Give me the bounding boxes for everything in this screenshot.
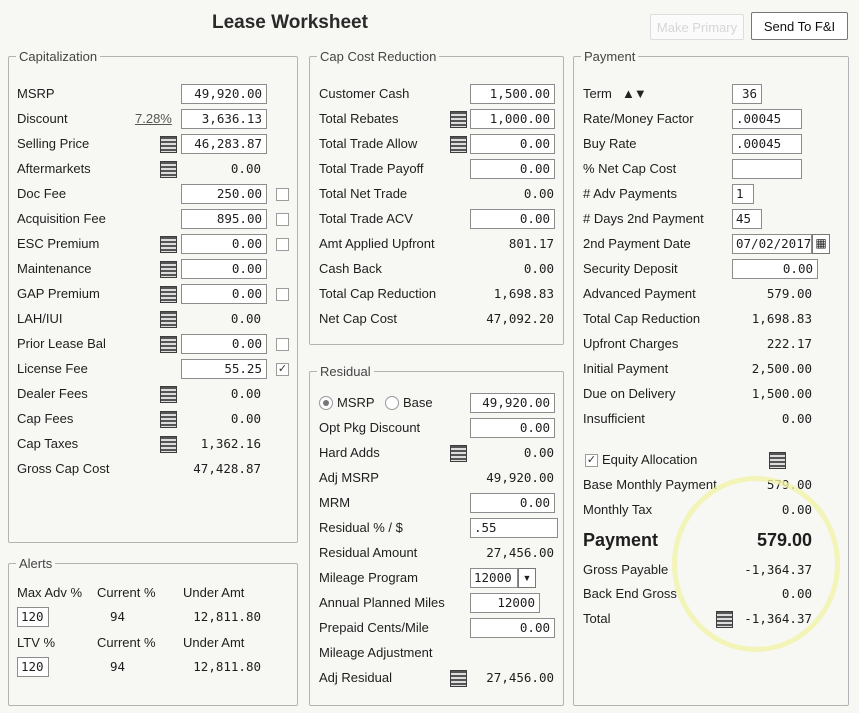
cap-taxes-label: Cap Taxes [17, 436, 79, 451]
initial-payment-value: 2,500.00 [751, 361, 812, 376]
upfront-charges-row [574, 334, 848, 356]
net-cap-cost-value: 47,092.20 [486, 311, 554, 326]
max-adv-under-value: 12,811.80 [193, 609, 261, 624]
selling-price-row [9, 134, 297, 156]
equity-allocation-label: Equity Allocation [602, 452, 698, 467]
mrm-field[interactable]: 0.00 [470, 493, 555, 513]
adj-msrp-row [310, 468, 563, 490]
mileage-program-label: Mileage Program [319, 570, 418, 585]
net-trade-value: 0.00 [523, 186, 554, 201]
prior-lease-field[interactable]: 0.00 [181, 334, 267, 354]
ltv-current-value: 94 [110, 659, 126, 674]
calculator-icon[interactable] [160, 136, 177, 153]
total-label: Total [583, 611, 611, 626]
acquisition-fee-field[interactable]: 895.00 [181, 209, 267, 229]
calculator-icon[interactable] [450, 136, 467, 153]
back-end-gross-label: Back End Gross [583, 586, 677, 601]
date-2nd-label: 2nd Payment Date [583, 236, 691, 251]
maintenance-row [9, 259, 297, 281]
aftermarkets-value: 0.00 [230, 161, 261, 176]
net-cap-percent-row [574, 159, 848, 181]
monthly-tax-label: Monthly Tax [583, 502, 653, 517]
back-end-gross-value: 0.00 [781, 586, 812, 601]
max-adv-label: Max Adv % [17, 585, 83, 600]
buy-rate-row [574, 134, 848, 156]
max-adv-current-value: 94 [110, 609, 126, 624]
ltv-field[interactable]: 120 [17, 657, 49, 677]
discount-row [9, 109, 297, 131]
total-cap-reduction-value: 1,698.83 [493, 286, 554, 301]
back-end-gross-row [574, 584, 848, 606]
base-monthly-label: Base Monthly Payment [583, 477, 717, 492]
due-on-delivery-value: 1,500.00 [751, 386, 812, 401]
term-field[interactable]: 36 [732, 84, 762, 104]
rate-row [574, 109, 848, 131]
gap-premium-field[interactable]: 0.00 [181, 284, 267, 304]
calculator-icon[interactable] [160, 436, 177, 453]
msrp-field[interactable]: 49,920.00 [181, 84, 267, 104]
total-value: -1,364.37 [744, 611, 812, 626]
doc-fee-row [9, 184, 297, 206]
prepaid-field[interactable]: 0.00 [470, 618, 555, 638]
cap-taxes-row [9, 434, 297, 456]
calculator-icon[interactable] [160, 236, 177, 253]
capitalization-group [8, 49, 298, 543]
total-rebates-field[interactable]: 1,000.00 [470, 109, 555, 129]
insufficient-row [574, 409, 848, 431]
license-fee-checkbox[interactable]: ✓ [277, 363, 288, 375]
ltv-values-row [9, 657, 297, 679]
prior-lease-label: Prior Lease Bal [17, 336, 106, 351]
gap-premium-label: GAP Premium [17, 286, 100, 301]
due-on-delivery-row [574, 384, 848, 406]
term-label: Term [583, 86, 612, 101]
monthly-tax-value: 0.00 [781, 502, 812, 517]
residual-legend: Residual [320, 364, 371, 379]
payment-total-cap-reduction-label: Total Cap Reduction [583, 311, 701, 326]
prior-lease-row [9, 334, 297, 356]
calculator-icon[interactable] [160, 386, 177, 403]
mileage-adjustment-row [310, 643, 563, 665]
adj-residual-row [310, 668, 563, 690]
mileage-adjustment-label: Mileage Adjustment [319, 645, 433, 660]
calculator-icon[interactable] [160, 311, 177, 328]
net-cap-percent-field[interactable] [732, 159, 802, 179]
prior-lease-checkbox[interactable] [276, 338, 289, 351]
annual-miles-row [310, 593, 563, 615]
cap-fees-value: 0.00 [230, 411, 261, 426]
date-2nd-row [574, 234, 848, 256]
dealer-fees-label: Dealer Fees [17, 386, 88, 401]
calculator-icon[interactable] [160, 161, 177, 178]
payment-total-cap-reduction-value: 1,698.83 [751, 311, 812, 326]
customer-cash-row [310, 84, 563, 106]
cap-cost-reduction-group [309, 49, 564, 345]
gross-payable-row [574, 560, 848, 582]
residual-amount-value: 27,456.00 [486, 545, 554, 560]
upfront-charges-value: 222.17 [766, 336, 812, 351]
buy-rate-label: Buy Rate [583, 136, 637, 151]
insufficient-value: 0.00 [781, 411, 812, 426]
cap-taxes-value: 1,362.16 [200, 436, 261, 451]
equity-allocation-checkbox[interactable]: ✓ [586, 454, 597, 466]
opt-pkg-row [310, 418, 563, 440]
payment-group [573, 49, 849, 706]
net-trade-label: Total Net Trade [319, 186, 408, 201]
security-deposit-row [574, 259, 848, 281]
max-adv-values-row [9, 607, 297, 629]
mileage-program-row [310, 568, 563, 590]
total-rebates-label: Total Rebates [319, 111, 399, 126]
adj-residual-value: 27,456.00 [486, 670, 554, 685]
adj-msrp-label: Adj MSRP [319, 470, 379, 485]
advanced-payment-row [574, 284, 848, 306]
msrp-radio-label: MSRP [337, 395, 375, 410]
cash-back-value: 0.00 [523, 261, 554, 276]
calculator-icon[interactable] [160, 336, 177, 353]
days-2nd-label: # Days 2nd Payment [583, 211, 704, 226]
page-title: Lease Worksheet [212, 12, 368, 33]
license-fee-row [9, 359, 297, 381]
residual-percent-label: Residual % / $ [319, 520, 403, 535]
trade-acv-label: Total Trade ACV [319, 211, 413, 226]
base-radio[interactable] [385, 396, 399, 410]
esc-premium-row [9, 234, 297, 256]
annual-miles-field[interactable]: 12000 [470, 593, 540, 613]
base-radio-label: Base [403, 395, 433, 410]
gross-cap-cost-value: 47,428.87 [193, 461, 261, 476]
annual-miles-label: Annual Planned Miles [319, 595, 445, 610]
chevron-down-icon[interactable]: ▼ [518, 568, 536, 588]
applied-upfront-row [310, 234, 563, 256]
acquisition-fee-checkbox[interactable] [276, 213, 289, 226]
gap-premium-checkbox[interactable] [276, 288, 289, 301]
gross-cap-cost-label: Gross Cap Cost [17, 461, 110, 476]
trade-payoff-label: Total Trade Payoff [319, 161, 424, 176]
security-deposit-field[interactable]: 0.00 [732, 259, 818, 279]
trade-payoff-field[interactable]: 0.00 [470, 159, 555, 179]
msrp-row [9, 84, 297, 106]
mrm-row [310, 493, 563, 515]
discount-percent-link[interactable]: 7.28% [135, 111, 172, 126]
lah-iui-label: LAH/IUI [17, 311, 63, 326]
gross-cap-cost-row [9, 459, 297, 481]
residual-percent-field[interactable]: .55 [470, 518, 558, 538]
calculator-icon[interactable] [160, 411, 177, 428]
mrm-label: MRM [319, 495, 351, 510]
trade-allow-row [310, 134, 563, 156]
advanced-payment-label: Advanced Payment [583, 286, 696, 301]
insufficient-label: Insufficient [583, 411, 645, 426]
msrp-radio[interactable] [319, 396, 333, 410]
doc-fee-label: Doc Fee [17, 186, 67, 201]
max-adv-header-row [9, 583, 297, 605]
capitalization-legend: Capitalization [19, 49, 98, 64]
prepaid-label: Prepaid Cents/Mile [319, 620, 429, 635]
trade-acv-field[interactable]: 0.00 [470, 209, 555, 229]
residual-base-field[interactable]: 49,920.00 [470, 393, 555, 413]
trade-allow-label: Total Trade Allow [319, 136, 418, 151]
acquisition-fee-row [9, 209, 297, 231]
buy-rate-field[interactable]: .00045 [732, 134, 802, 154]
residual-percent-row [310, 518, 563, 540]
customer-cash-label: Customer Cash [319, 86, 410, 101]
trade-acv-row [310, 209, 563, 231]
applied-upfront-value: 801.17 [508, 236, 554, 251]
gross-payable-label: Gross Payable [583, 562, 669, 577]
residual-group [309, 364, 564, 706]
doc-fee-field[interactable]: 250.00 [181, 184, 267, 204]
total-rebates-row [310, 109, 563, 131]
residual-amount-row [310, 543, 563, 565]
hard-adds-row [310, 443, 563, 465]
base-monthly-row [574, 475, 848, 497]
gross-payable-value: -1,364.37 [744, 562, 812, 577]
days-2nd-field[interactable]: 45 [732, 209, 762, 229]
advanced-payment-value: 579.00 [766, 286, 812, 301]
trade-allow-field[interactable]: 0.00 [470, 134, 555, 154]
payment-value: 579.00 [756, 530, 812, 550]
esc-premium-field[interactable]: 0.00 [181, 234, 267, 254]
dealer-fees-row [9, 384, 297, 406]
ltv-current-label: Current % [97, 635, 156, 650]
calculator-icon[interactable] [160, 261, 177, 278]
total-cap-reduction-label: Total Cap Reduction [319, 286, 437, 301]
max-adv-field[interactable]: 120 [17, 607, 49, 627]
lah-iui-value: 0.00 [230, 311, 261, 326]
cap-fees-row [9, 409, 297, 431]
license-fee-field[interactable]: 55.25 [181, 359, 267, 379]
current-percent-label: Current % [97, 585, 156, 600]
ltv-under-label: Under Amt [183, 635, 245, 650]
rate-field[interactable]: .00045 [732, 109, 802, 129]
total-cap-reduction-row [310, 284, 563, 306]
term-row [574, 84, 848, 106]
payment-legend: Payment [584, 49, 636, 64]
selling-price-field[interactable]: 46,283.87 [181, 134, 267, 154]
send-to-fi-button[interactable]: Send To F&I [751, 12, 848, 40]
make-primary-button[interactable]: Make Primary [650, 14, 744, 40]
calculator-icon[interactable] [450, 111, 467, 128]
applied-upfront-label: Amt Applied Upfront [319, 236, 435, 251]
esc-premium-label: ESC Premium [17, 236, 100, 251]
acquisition-fee-label: Acquisition Fee [17, 211, 106, 226]
prepaid-row [310, 618, 563, 640]
adj-residual-label: Adj Residual [319, 670, 392, 685]
adv-payments-field[interactable]: 1 [732, 184, 754, 204]
adv-payments-row [574, 184, 848, 206]
calculator-icon[interactable] [450, 445, 467, 462]
term-up-down-icon[interactable]: ▲▼ [622, 86, 646, 101]
hard-adds-label: Hard Adds [319, 445, 380, 460]
license-fee-label: License Fee [17, 361, 88, 376]
adv-payments-label: # Adv Payments [583, 186, 677, 201]
cap-cost-reduction-legend: Cap Cost Reduction [320, 49, 437, 64]
customer-cash-field[interactable]: 1,500.00 [470, 84, 555, 104]
equity-allocation-row [574, 450, 848, 472]
esc-premium-checkbox[interactable] [276, 238, 289, 251]
ltv-label: LTV % [17, 635, 56, 650]
residual-amount-label: Residual Amount [319, 545, 418, 560]
payment-total-cap-reduction-row [574, 309, 848, 331]
monthly-tax-row [574, 500, 848, 522]
net-cap-cost-label: Net Cap Cost [319, 311, 398, 326]
date-2nd-field[interactable]: 07/02/2017 [732, 234, 812, 254]
cap-fees-label: Cap Fees [17, 411, 74, 426]
mileage-program-select[interactable]: 12000 [470, 568, 518, 588]
under-amt-label: Under Amt [183, 585, 245, 600]
total-row [574, 609, 848, 631]
payment-label: Payment [583, 530, 659, 550]
dealer-fees-value: 0.00 [230, 386, 261, 401]
initial-payment-label: Initial Payment [583, 361, 669, 376]
hard-adds-value: 0.00 [523, 445, 554, 460]
alerts-group [8, 556, 298, 706]
net-trade-row [310, 184, 563, 206]
payment-total-row [574, 528, 848, 556]
opt-pkg-label: Opt Pkg Discount [319, 420, 421, 435]
lah-iui-row [9, 309, 297, 331]
discount-field[interactable]: 3,636.13 [181, 109, 267, 129]
base-monthly-value: 579.00 [766, 477, 812, 492]
opt-pkg-field[interactable]: 0.00 [470, 418, 555, 438]
ltv-header-row [9, 633, 297, 655]
ltv-under-value: 12,811.80 [193, 659, 261, 674]
trade-payoff-row [310, 159, 563, 181]
net-cap-cost-row [310, 309, 563, 331]
residual-basis-row [310, 393, 563, 415]
calculator-icon[interactable] [769, 452, 786, 469]
maintenance-field[interactable]: 0.00 [181, 259, 267, 279]
cash-back-label: Cash Back [319, 261, 382, 276]
aftermarkets-row [9, 159, 297, 181]
cash-back-row [310, 259, 563, 281]
gap-premium-row [9, 284, 297, 306]
initial-payment-row [574, 359, 848, 381]
security-deposit-label: Security Deposit [583, 261, 678, 276]
alerts-legend: Alerts [19, 556, 53, 571]
aftermarkets-label: Aftermarkets [17, 161, 91, 176]
upfront-charges-label: Upfront Charges [583, 336, 679, 351]
days-2nd-row [574, 209, 848, 231]
maintenance-label: Maintenance [17, 261, 92, 276]
calculator-icon[interactable] [716, 611, 733, 628]
selling-price-label: Selling Price [17, 136, 90, 151]
msrp-label: MSRP [17, 86, 55, 101]
calculator-icon[interactable] [160, 286, 177, 303]
rate-label: Rate/Money Factor [583, 111, 694, 126]
calendar-icon[interactable]: ▦ [812, 234, 830, 254]
calculator-icon[interactable] [450, 670, 467, 687]
discount-label: Discount [17, 111, 68, 126]
net-cap-percent-label: % Net Cap Cost [583, 161, 677, 176]
adj-msrp-value: 49,920.00 [486, 470, 554, 485]
due-on-delivery-label: Due on Delivery [583, 386, 676, 401]
doc-fee-checkbox[interactable] [276, 188, 289, 201]
